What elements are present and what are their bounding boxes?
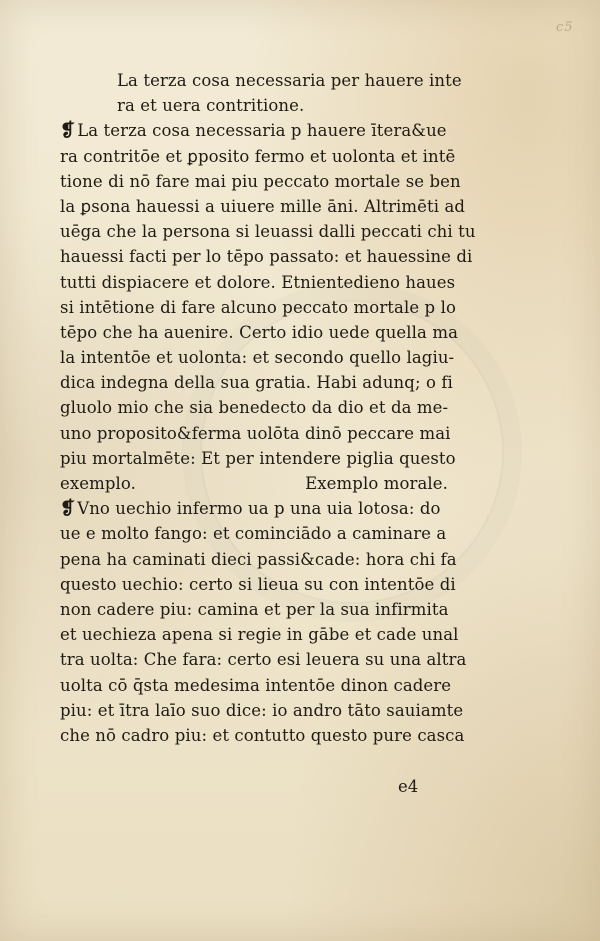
pilcrow-icon: ❡ bbox=[60, 498, 76, 520]
signature-mark: e4 bbox=[398, 777, 419, 796]
paragraph2-line: uolta cō q̄sta medesima intentōe dinon cadere bbox=[60, 675, 452, 695]
paragraph2-line: tra uolta: Che fara: certo esi leuera su una altra bbox=[60, 650, 467, 670]
paragraph1-line: tione di nō fare mai piu peccato mortale se ben bbox=[60, 171, 461, 191]
paragraph2-line: et uechieza apena si regie in gābe et cade unal bbox=[60, 625, 459, 645]
text-block bbox=[60, 68, 540, 748]
paragraph1-line: si intētione di fare alcuno peccato mortale p lo bbox=[60, 297, 456, 317]
title-line-1: La terza cosa necessaria per hauere inte bbox=[117, 71, 462, 90]
paragraph1-line: dica indegna della sua gratia. Habi adunq; o fi bbox=[60, 373, 453, 393]
paragraph1-line-1 bbox=[60, 118, 540, 143]
paragraph1-line: la intentōe et uolonta: et secondo quello lagiu- bbox=[60, 348, 455, 368]
paragraph1-line: la ꝑsona hauessi a uiuere mille āni. Altrimēti ad bbox=[60, 196, 466, 216]
paragraph2-line: che nō cadro piu: et contutto questo pure casca bbox=[60, 725, 465, 745]
paragraph2-line: ue e molto fango: et cominciādo a caminare a bbox=[60, 524, 447, 544]
paragraph1-line: uēga che la persona si leuassi dalli peccati chi tu bbox=[60, 222, 476, 242]
paragraph2-line: non cadere piu: camina et per la sua infirmita bbox=[60, 599, 449, 619]
paragraph1-line-1-text: La terza cosa necessaria p hauere ītera&ue bbox=[77, 121, 447, 141]
paragraph2-line: piu: et ītra laīo suo dice: io andro tāto sauiamte bbox=[60, 700, 464, 720]
split-line-left: exemplo. bbox=[60, 474, 137, 493]
paragraph1-line: tutti dispiacere et dolore. Etnientedieno haues bbox=[60, 272, 456, 292]
paragraph1-line: ra contritōe et ꝑposito fermo et uolonta et intē bbox=[60, 146, 456, 166]
split-line bbox=[60, 471, 540, 496]
paragraph1-line: hauessi facti per lo tēpo passato: et hauessine di bbox=[60, 247, 473, 267]
paragraph1-line: piu mortalmēte: Et per intendere piglia questo bbox=[60, 448, 456, 468]
corner-folio-mark: c5 bbox=[556, 20, 574, 35]
title-line-2: ra et uera contritione. bbox=[117, 96, 305, 116]
paragraph2-line-1 bbox=[60, 496, 540, 521]
paragraph2-line: questo uechio: certo si lieua su con intentōe di bbox=[60, 574, 456, 594]
paragraph2-line-1-text: Vno uechio infermo ua p una uia lotosa: do bbox=[77, 499, 441, 519]
section-heading: Exemplo morale. bbox=[305, 474, 448, 493]
paragraph1-line: uno proposito&ferma uolōta dinō peccare mai bbox=[60, 423, 451, 443]
paragraph2-line: pena ha caminati dieci passi&cade: hora chi fa bbox=[60, 549, 457, 569]
paragraph1-line: tēpo che ha auenire. Certo idio uede quella ma bbox=[60, 322, 459, 342]
paragraph1-line: gluolo mio che sia benedecto da dio et da me- bbox=[60, 398, 449, 418]
pilcrow-icon: ❡ bbox=[60, 120, 76, 142]
